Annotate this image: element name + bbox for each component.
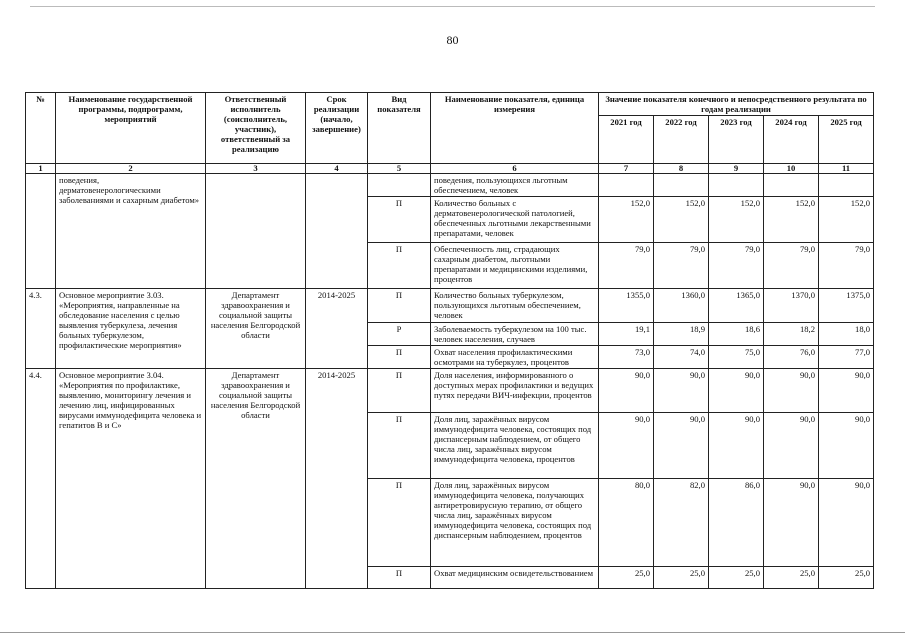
column-number: 4 [306,164,368,174]
column-number: 5 [368,164,431,174]
column-number: 1 [26,164,56,174]
row-term: 2014-2025 [306,289,368,369]
header-term: Срок реализации (начало, завершение) [306,93,368,164]
row-value: 90,0 [764,369,819,413]
row-type: Р [368,323,431,346]
header-year: 2022 год [654,116,709,164]
header-year: 2025 год [819,116,874,164]
header-executor: Ответственный исполнитель (соисполнитель, участник), ответственный за реализацию [206,93,306,164]
row-value: 18,9 [654,323,709,346]
row-value [709,174,764,197]
row-type: П [368,567,431,589]
row-value [819,174,874,197]
row-value: 79,0 [599,243,654,289]
column-number: 6 [431,164,599,174]
header-type: Вид показателя [368,93,431,164]
row-value: 1355,0 [599,289,654,323]
row-value: 90,0 [654,369,709,413]
row-value: 90,0 [599,369,654,413]
bottom-rule [0,632,905,633]
row-value: 152,0 [819,197,874,243]
row-value [764,174,819,197]
row-term: 2014-2025 [306,369,368,589]
row-value: 90,0 [764,479,819,567]
row-value: 90,0 [819,413,874,479]
row-value: 18,0 [819,323,874,346]
row-value [654,174,709,197]
row-indicator: Охват медицинским освидетельствованием [431,567,599,589]
row-value: 82,0 [654,479,709,567]
row-value: 25,0 [599,567,654,589]
column-number: 7 [599,164,654,174]
row-indicator: Доля лиц, заражённых вирусом иммунодефицита человека, получающих антиретровирусную терапию, от общего числа лиц, заражённых вирусом иммунодефицита человека, состоящих под диспансерным наблюдением, процентов [431,479,599,567]
row-value: 19,1 [599,323,654,346]
row-indicator: Заболеваемость туберкулезом на 100 тыс. человек населения, случаев [431,323,599,346]
row-value: 79,0 [654,243,709,289]
row-value: 18,6 [709,323,764,346]
row-value: 90,0 [819,479,874,567]
column-number: 11 [819,164,874,174]
table-row [26,289,874,323]
row-value: 77,0 [819,346,874,369]
row-term [306,174,368,289]
row-value: 90,0 [764,413,819,479]
row-value: 90,0 [709,413,764,479]
row-program: поведения, дерматовенерологическими заболеваниями и сахарным диабетом» [56,174,206,289]
column-number: 10 [764,164,819,174]
header-year: 2024 год [764,116,819,164]
row-value: 79,0 [709,243,764,289]
row-no: 4.3. [26,289,56,369]
row-indicator: Доля лиц, заражённых вирусом иммунодефицита человека, состоящих под диспансерным наблюдением, от общего числа лиц, заражённых вирусом иммунодефицита человека, процентов [431,413,599,479]
row-indicator: Доля населения, информированного о доступных мерах профилактики и ведущих путях передачи ВИЧ-инфекции, процентов [431,369,599,413]
row-value: 152,0 [709,197,764,243]
row-no [26,174,56,289]
header-indicator: Наименование показателя, единица измерения [431,93,599,164]
row-value: 1370,0 [764,289,819,323]
header-program: Наименование государственной программы, подпрограмм, мероприятий [56,93,206,164]
row-indicator: Обеспеченность лиц, страдающих сахарным диабетом, льготными препаратами и медицинскими изделиями, процентов [431,243,599,289]
header-values-group: Значение показателя конечного и непосредственного результата по годам реализации [599,93,874,116]
table-row [26,174,874,197]
row-value: 90,0 [654,413,709,479]
row-indicator: Количество больных туберкулезом, пользующихся льготным обеспечением, человек [431,289,599,323]
column-number: 8 [654,164,709,174]
row-indicator: поведения, пользующихся льготным обеспечением, человек [431,174,599,197]
header-no: № [26,93,56,164]
row-value: 25,0 [764,567,819,589]
row-type: П [368,479,431,567]
row-value: 152,0 [599,197,654,243]
row-value: 25,0 [654,567,709,589]
column-number: 2 [56,164,206,174]
row-type: П [368,413,431,479]
row-executor: Департамент здравоохранения и социальной защиты населения Белгородской области [206,369,306,589]
row-indicator: Количество больных с дерматовенерологической патологией, обеспеченных льготными лекарственными препаратами, человек [431,197,599,243]
program-indicators-table [25,92,874,589]
row-value [599,174,654,197]
table-row [26,369,874,413]
row-value: 79,0 [764,243,819,289]
row-no: 4.4. [26,369,56,589]
row-value: 25,0 [709,567,764,589]
row-value: 152,0 [654,197,709,243]
row-type: П [368,197,431,243]
row-value: 1360,0 [654,289,709,323]
row-type [368,174,431,197]
row-value: 86,0 [709,479,764,567]
row-value: 75,0 [709,346,764,369]
column-number: 3 [206,164,306,174]
row-type: П [368,369,431,413]
row-executor [206,174,306,289]
row-indicator: Охват населения профилактическими осмотрами на туберкулез, процентов [431,346,599,369]
page-number: 80 [446,33,459,47]
row-value: 25,0 [819,567,874,589]
row-value: 1365,0 [709,289,764,323]
row-value: 90,0 [599,413,654,479]
row-value: 18,2 [764,323,819,346]
row-program: Основное мероприятие 3.03. «Мероприятия, направленные на обследование населения с целью выявления туберкулеза, лечения больных туберкулезом, профилактические мероприятия» [56,289,206,369]
row-value: 76,0 [764,346,819,369]
row-type: П [368,243,431,289]
row-program: Основное мероприятие 3.04. «Мероприятия по профилактике, выявлению, мониторингу лечения и лечению лиц, инфицированных вирусами иммунодефицита человека и гепатитов В и С» [56,369,206,589]
header-year: 2021 год [599,116,654,164]
row-type: П [368,289,431,323]
row-value: 152,0 [764,197,819,243]
row-value: 1375,0 [819,289,874,323]
row-value: 90,0 [709,369,764,413]
header-year: 2023 год [709,116,764,164]
row-value: 80,0 [599,479,654,567]
row-value: 74,0 [654,346,709,369]
row-executor: Департамент здравоохранения и социальной защиты населения Белгородской области [206,289,306,369]
column-number: 9 [709,164,764,174]
row-value: 90,0 [819,369,874,413]
row-value: 79,0 [819,243,874,289]
row-value: 73,0 [599,346,654,369]
top-rule [30,6,875,7]
row-type: П [368,346,431,369]
